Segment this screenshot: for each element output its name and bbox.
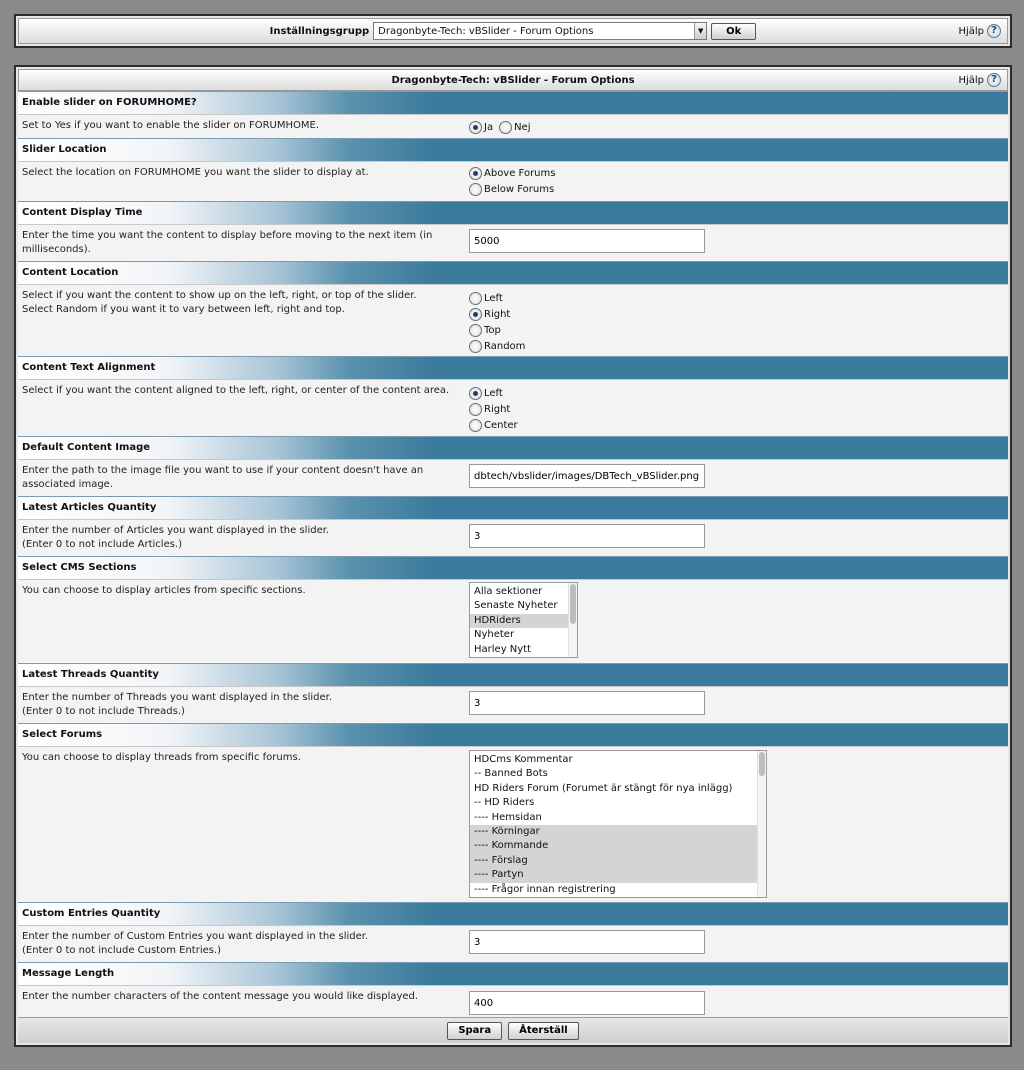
panel-title: Dragonbyte-Tech: vBSlider - Forum Options (391, 74, 635, 86)
radio-enable-yes-label: Ja (484, 121, 494, 133)
section-enable-slider: Enable slider on FORUMHOME? (18, 91, 1008, 114)
row-custom-entries-quantity (18, 925, 1008, 962)
help-icon[interactable]: ? (987, 24, 1001, 38)
section-content-location: Content Location (18, 261, 1008, 284)
default-content-image-input[interactable] (469, 464, 705, 488)
section-latest-articles-quantity: Latest Articles Quantity (18, 496, 1008, 519)
section-slider-location: Slider Location (18, 138, 1008, 161)
row-enable-slider (18, 114, 1008, 138)
radio-enable-no-label: Nej (514, 121, 531, 133)
radio-content-random-label: Random (484, 340, 526, 352)
section-select-cms-sections: Select CMS Sections (18, 556, 1008, 579)
latest-threads-description-line2: (Enter 0 to not include Threads.) (22, 706, 185, 717)
section-default-content-image: Default Content Image (18, 436, 1008, 459)
radio-unchecked-icon[interactable] (469, 292, 482, 305)
default-content-image-description: Enter the path to the image file you want to use if your content doesn't have an associated image. (22, 465, 424, 490)
help-link[interactable] (958, 24, 1001, 38)
row-content-location (18, 284, 1008, 356)
latest-threads-description-line1: Enter the number of Threads you want displayed in the slider. (22, 692, 332, 703)
radio-enable-yes[interactable] (469, 121, 493, 134)
row-latest-threads-quantity (18, 686, 1008, 723)
settings-group-bar (18, 18, 1008, 44)
radio-content-random[interactable] (469, 338, 525, 354)
radio-enable-no[interactable] (499, 121, 530, 134)
row-slider-location (18, 161, 1008, 201)
reset-button[interactable]: Återställ (508, 1022, 579, 1040)
radio-content-right-label: Right (484, 308, 511, 320)
latest-articles-description (18, 520, 465, 556)
ok-button[interactable]: Ok (711, 23, 756, 40)
cms-sections-scrollbar[interactable] (568, 583, 577, 657)
forum-option[interactable]: -- HD Riders (474, 797, 535, 809)
radio-unchecked-icon[interactable] (499, 121, 512, 134)
dropdown-arrow-icon[interactable]: ▼ (694, 23, 706, 39)
radio-below-forums[interactable] (469, 181, 555, 197)
radio-unchecked-icon[interactable] (469, 183, 482, 196)
radio-align-right[interactable] (469, 401, 518, 417)
options-form (18, 91, 1008, 1043)
radio-unchecked-icon[interactable] (469, 324, 482, 337)
form-footer (18, 1017, 1008, 1043)
row-select-forums (18, 746, 1008, 902)
row-default-content-image (18, 459, 1008, 496)
radio-unchecked-icon[interactable] (469, 340, 482, 353)
content-location-description (18, 285, 465, 356)
radio-checked-icon[interactable] (469, 387, 482, 400)
latest-threads-quantity-input[interactable] (469, 691, 705, 715)
row-latest-articles-quantity (18, 519, 1008, 556)
forum-option-selected[interactable]: ---- Kommande (470, 839, 766, 853)
latest-threads-description (18, 687, 465, 723)
section-custom-entries-quantity: Custom Entries Quantity (18, 902, 1008, 925)
section-select-forums: Select Forums (18, 723, 1008, 746)
cms-sections-listbox[interactable] (469, 582, 578, 658)
content-display-time-input[interactable] (469, 229, 705, 253)
radio-align-left[interactable] (469, 385, 518, 401)
settings-group-frame (14, 14, 1012, 48)
section-latest-threads-quantity: Latest Threads Quantity (18, 663, 1008, 686)
row-message-length (18, 985, 1008, 1017)
content-display-time-description: Enter the time you want the content to display before moving to the next item (in milliseconds). (22, 230, 433, 255)
cms-section-option[interactable]: Alla sektioner (474, 586, 543, 597)
radio-below-forums-label: Below Forums (484, 183, 555, 195)
radio-unchecked-icon[interactable] (469, 403, 482, 416)
latest-articles-description-line2: (Enter 0 to not include Articles.) (22, 539, 183, 550)
section-content-text-alignment: Content Text Alignment (18, 356, 1008, 379)
cms-section-option[interactable]: Senaste Nyheter (474, 600, 558, 612)
radio-checked-icon[interactable] (469, 308, 482, 321)
help-icon[interactable]: ? (987, 73, 1001, 87)
settings-group-label: Inställningsgrupp (269, 25, 370, 37)
help-label: Hjälp (958, 25, 984, 37)
panel-title-bar (18, 69, 1008, 91)
radio-content-top-label: Top (484, 324, 501, 336)
cms-section-option-selected[interactable]: HDRiders (470, 614, 577, 628)
section-content-display-time: Content Display Time (18, 201, 1008, 224)
custom-entries-description-line2: (Enter 0 to not include Custom Entries.) (22, 945, 222, 956)
message-length-description: Enter the number characters of the content message you would like displayed. (22, 991, 419, 1002)
radio-content-top[interactable] (469, 322, 525, 338)
select-cms-sections-description: You can choose to display articles from specific sections. (22, 585, 306, 596)
settings-group-selected: Dragonbyte-Tech: vBSlider - Forum Options (378, 25, 594, 37)
row-content-text-alignment (18, 379, 1008, 436)
custom-entries-description-line1: Enter the number of Custom Entries you want displayed in the slider. (22, 931, 369, 942)
forum-option[interactable]: -- Banned Bots (474, 768, 548, 780)
cms-section-option[interactable]: Nyheter (474, 629, 515, 641)
radio-checked-icon[interactable] (469, 167, 482, 180)
settings-group-select[interactable] (373, 22, 707, 40)
radio-checked-icon[interactable] (469, 121, 482, 134)
panel-help-label: Hjälp (958, 74, 984, 86)
radio-content-left-label: Left (484, 292, 503, 304)
content-text-alignment-description: Select if you want the content aligned to the left, right, or center of the content area. (22, 385, 450, 396)
scrollbar-thumb[interactable] (759, 752, 765, 776)
panel-help-link[interactable] (958, 73, 1001, 87)
radio-unchecked-icon[interactable] (469, 419, 482, 432)
radio-align-center-label: Center (484, 419, 518, 431)
forum-option[interactable]: HD Riders Forum (Forumet är stängt för nya inlägg) (474, 782, 733, 794)
radio-content-left[interactable] (469, 290, 525, 306)
radio-above-forums-label: Above Forums (484, 167, 556, 179)
forum-option-selected[interactable]: ---- Partyn (470, 868, 766, 882)
cms-section-option[interactable]: Harley Nytt (474, 643, 532, 655)
radio-align-center[interactable] (469, 417, 518, 433)
message-length-input[interactable] (469, 991, 705, 1015)
forum-option-selected[interactable]: ---- Förslag (470, 854, 766, 868)
select-forums-description: You can choose to display threads from specific forums. (22, 752, 301, 763)
content-location-description-line2: Select Random if you want it to vary between left, right and top. (22, 304, 345, 315)
slider-location-description: Select the location on FORUMHOME you want the slider to display at. (22, 167, 369, 178)
save-button[interactable]: Spara (447, 1022, 502, 1040)
forum-option-selected[interactable]: ---- Körningar (470, 825, 766, 839)
radio-content-right[interactable] (469, 306, 525, 322)
radio-align-left-label: Left (484, 387, 503, 399)
forum-option[interactable]: HDCms Kommentar (474, 754, 573, 765)
latest-articles-description-line1: Enter the number of Articles you want displayed in the slider. (22, 525, 330, 536)
forum-option[interactable]: ---- Frågor innan registrering (474, 883, 616, 895)
custom-entries-description (18, 926, 465, 962)
row-content-display-time (18, 224, 1008, 261)
forum-option[interactable]: ---- Hemsidan (474, 811, 542, 823)
enable-slider-description: Set to Yes if you want to enable the slider on FORUMHOME. (22, 120, 320, 131)
row-select-cms-sections (18, 579, 1008, 663)
options-panel (14, 65, 1012, 1047)
content-location-description-line1: Select if you want the content to show up on the left, right, or top of the slider. (22, 290, 417, 301)
radio-align-right-label: Right (484, 403, 511, 415)
forums-scrollbar[interactable] (757, 751, 766, 897)
section-message-length: Message Length (18, 962, 1008, 985)
radio-above-forums[interactable] (469, 165, 555, 181)
scrollbar-thumb[interactable] (570, 584, 576, 624)
custom-entries-quantity-input[interactable] (469, 930, 705, 954)
latest-articles-quantity-input[interactable] (469, 524, 705, 548)
forums-listbox[interactable] (469, 750, 767, 898)
